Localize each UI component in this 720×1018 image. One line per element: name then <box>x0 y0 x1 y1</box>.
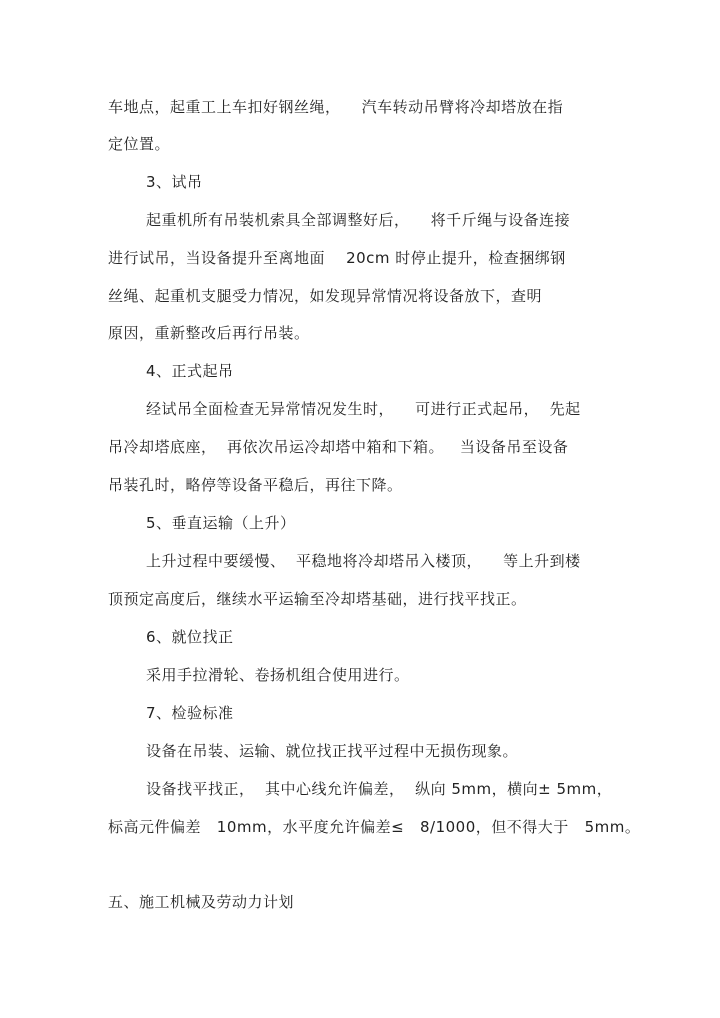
paragraph-line: 起重机所有吊装机索具全部调整好后， 将千斤绳与设备连接 <box>146 211 571 229</box>
paragraph-line: 吊装孔时，略停等设备平稳后，再往下降。 <box>108 476 403 494</box>
section-heading: 3、试吊 <box>146 173 203 191</box>
chapter-heading: 五、施工机械及劳动力计划 <box>108 893 295 911</box>
paragraph-line: 采用手拉滑轮、卷扬机组合使用进行。 <box>146 666 410 684</box>
section-heading: 7、检验标准 <box>146 704 234 722</box>
paragraph-line: 原因，重新整改后再行吊装。 <box>108 324 310 342</box>
paragraph-line: 经试吊全面检查无异常情况发生时， 可进行正式起吊， 先起 <box>146 400 581 418</box>
paragraph-line: 设备找平找正， 其中心线允许偏差， 纵向 5mm，横向± 5mm， <box>146 780 613 798</box>
paragraph-line: 丝绳、起重机支腿受力情况，如发现异常情况将设备放下，查明 <box>108 287 543 305</box>
section-heading: 6、就位找正 <box>146 628 234 646</box>
paragraph-line: 设备在吊装、运输、就位找正找平过程中无损伤现象。 <box>146 742 519 760</box>
paragraph-line: 标高元件偏差 10mm，水平度允许偏差≤ 8/1000，但不得大于 5mm。 <box>108 818 641 836</box>
paragraph-line: 上升过程中要缓慢、 平稳地将冷却塔吊入楼顶， 等上升到楼 <box>146 552 581 570</box>
paragraph-line: 进行试吊，当设备提升至离地面 20cm 时停止提升，检查捆绑钢 <box>108 249 566 267</box>
paragraph-line: 车地点，起重工上车扣好钢丝绳， 汽车转动吊臂将冷却塔放在指 <box>108 98 564 116</box>
paragraph-line: 定位置。 <box>108 135 171 153</box>
paragraph-line: 顶预定高度后，继续水平运输至冷却塔基础，进行找平找正。 <box>108 590 527 608</box>
section-heading: 4、正式起吊 <box>146 362 234 380</box>
section-heading: 5、垂直运输（上升） <box>146 514 296 532</box>
paragraph-line: 吊冷却塔底座， 再依次吊运冷却塔中箱和下箱。 当设备吊至设备 <box>108 438 569 456</box>
